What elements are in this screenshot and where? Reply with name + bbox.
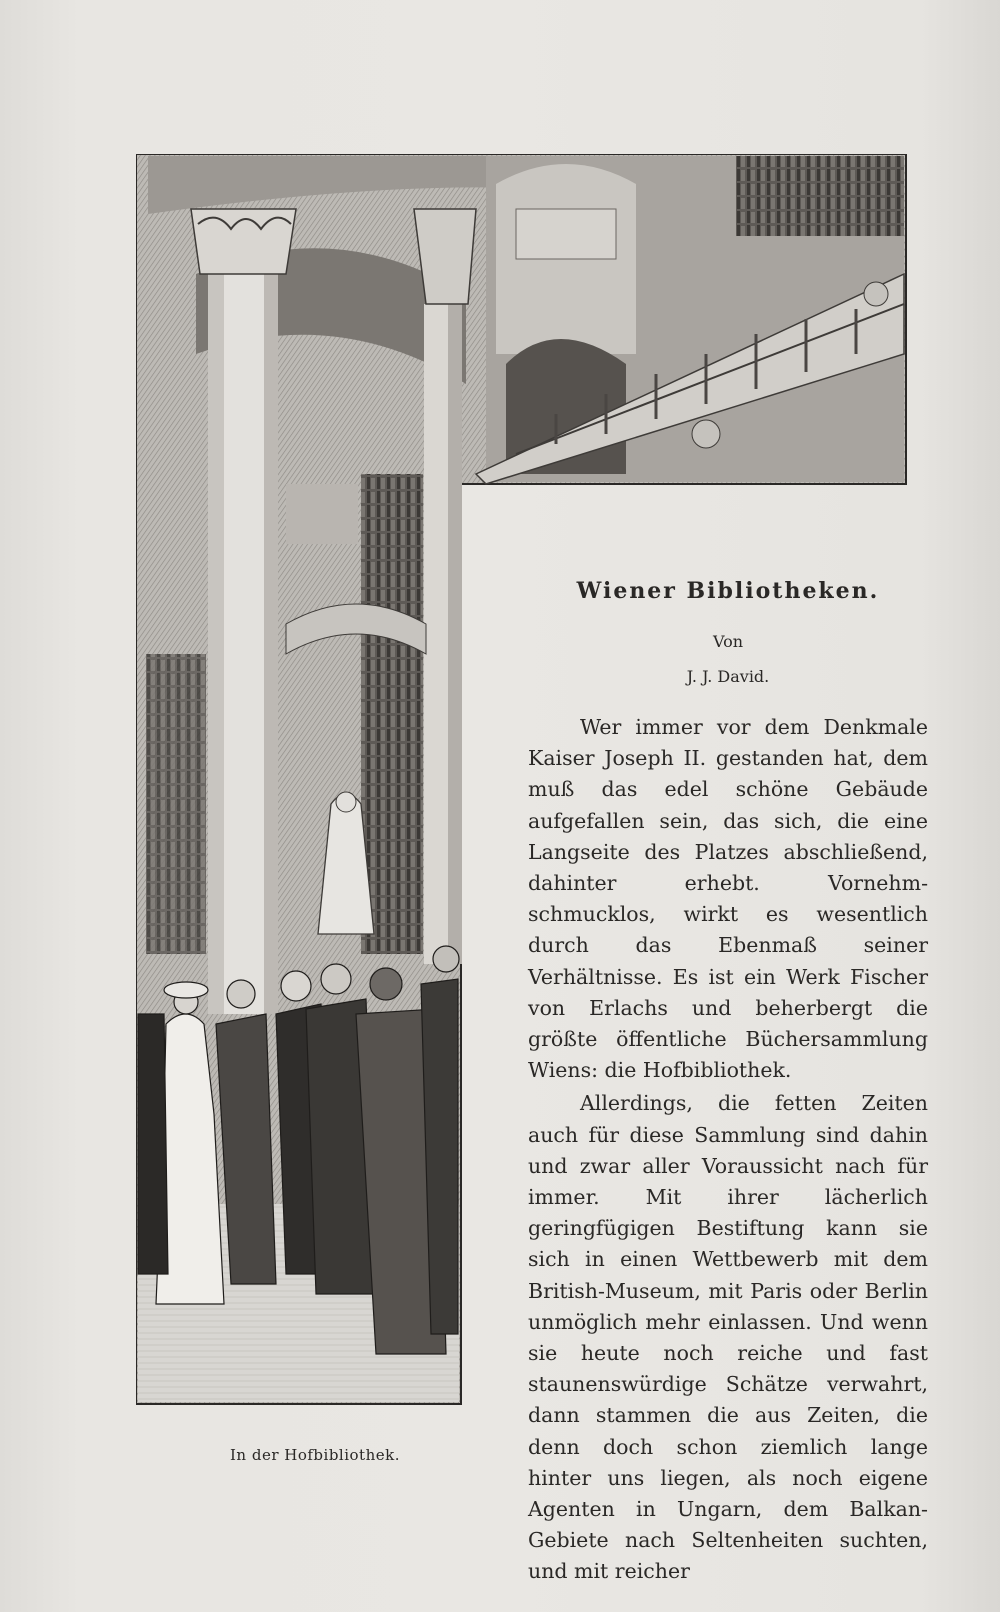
bleed-through-header bbox=[120, 104, 880, 134]
article-paragraph: Allerdings, die fetten Zeiten auch für diese Sammlung sind dahin und zwar aller Voraussicht nach für immer. Mit ihrer lächerlich geringfügigen Bestiftung kann sie sich in einen Wettbewerb mit dem British-Museum, mit Paris oder Berlin unmöglich mehr einlassen. Und wenn sie heute noch reiche und fast staunenswürdige Schätze verwahrt, dann stammen die aus Zeiten, die denn doch schon ziemlich lange hinter uns liegen, als noch eigene Agenten in Ungarn, dem Balkan-Gebiete nach Seltenheiten suchten, und mit reicher bbox=[528, 1091, 928, 1584]
article-byline-prefix: Von bbox=[712, 632, 744, 651]
illustration-caption: In der Hofbibliothek. bbox=[230, 1446, 400, 1464]
article bbox=[528, 578, 928, 1588]
article-paragraph: Wer immer vor dem Denkmale Kaiser Joseph II. gestanden hat, dem muß das edel schöne Gebäude aufgefallen sein, das sich, die eine Langseite des Platzes abschließend, dahinter erhebt. Vornehm-schmucklos, wirkt es wesentlich durch das Ebenmaß seiner Verhältnisse. Es ist ein Werk Fischer von Erlachs und beherbergt die größte öffentliche Büchersammlung Wiens: die Hofbibliothek. bbox=[528, 715, 928, 1083]
article-author: J. J. David. bbox=[686, 667, 770, 686]
article-title: Wiener Bibliotheken. bbox=[576, 578, 880, 604]
